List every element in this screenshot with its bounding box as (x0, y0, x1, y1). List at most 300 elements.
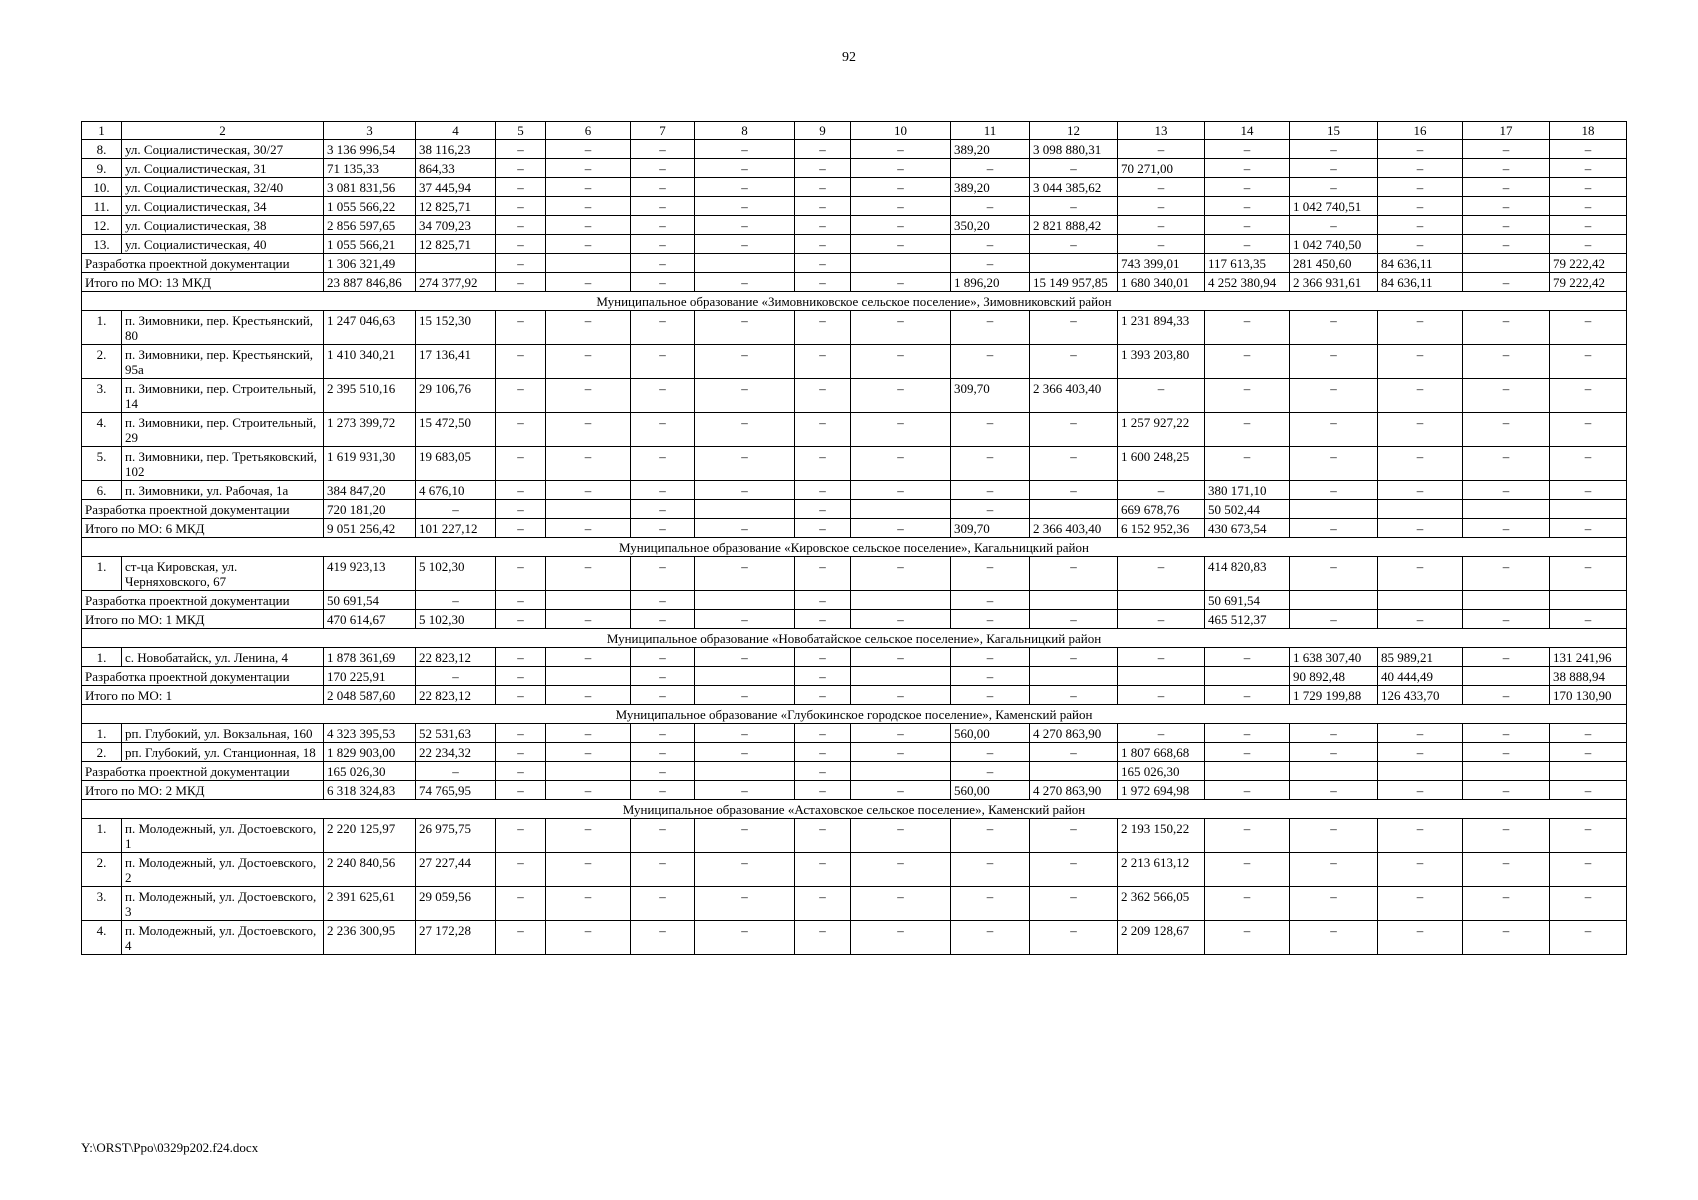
value-cell: – (496, 762, 546, 781)
value-cell: 90 892,48 (1290, 667, 1378, 686)
value-cell: – (416, 667, 496, 686)
value-cell: – (1463, 311, 1550, 345)
value-cell (851, 762, 951, 781)
row-number: 4. (82, 413, 122, 447)
value-cell: 85 989,21 (1378, 648, 1463, 667)
table-header-row (82, 122, 1627, 140)
column-number: 8 (695, 122, 795, 140)
row-label: Итого по МО: 6 МКД (82, 519, 324, 538)
value-cell: 2 856 597,65 (324, 216, 416, 235)
table-row (82, 557, 1627, 591)
column-number: 17 (1463, 122, 1550, 140)
value-cell (1030, 591, 1118, 610)
value-cell: 1 410 340,21 (324, 345, 416, 379)
value-cell: – (695, 887, 795, 921)
address-cell: рп. Глубокий, ул. Станционная, 18 (122, 743, 324, 762)
value-cell: – (951, 557, 1030, 591)
value-cell: – (1550, 921, 1627, 955)
value-cell: – (851, 610, 951, 629)
value-cell: – (1205, 413, 1290, 447)
section-title: Муниципальное образование «Новобатайское сельское поселение», Кагальницкий район (82, 629, 1627, 648)
value-cell: – (695, 519, 795, 538)
value-cell (851, 500, 951, 519)
value-cell: – (496, 345, 546, 379)
value-cell: – (496, 197, 546, 216)
value-cell: – (795, 481, 851, 500)
value-cell: – (951, 887, 1030, 921)
value-cell: – (1030, 921, 1118, 955)
section-title: Муниципальное образование «Астаховское сельское поселение», Каменский район (82, 800, 1627, 819)
row-number: 1. (82, 557, 122, 591)
value-cell: – (1205, 159, 1290, 178)
column-number: 7 (631, 122, 695, 140)
value-cell: – (1290, 413, 1378, 447)
value-cell: 34 709,23 (416, 216, 496, 235)
value-cell: – (695, 273, 795, 292)
value-cell: – (1205, 686, 1290, 705)
value-cell: – (1463, 447, 1550, 481)
row-number: 12. (82, 216, 122, 235)
value-cell (1550, 500, 1627, 519)
value-cell: – (1463, 743, 1550, 762)
value-cell: – (496, 591, 546, 610)
value-cell: 50 691,54 (324, 591, 416, 610)
value-cell: 1 807 668,68 (1118, 743, 1205, 762)
value-cell: – (1030, 610, 1118, 629)
value-cell: – (1550, 853, 1627, 887)
value-cell: – (1030, 197, 1118, 216)
value-cell: – (496, 519, 546, 538)
value-cell: – (795, 345, 851, 379)
address-cell: ул. Социалистическая, 31 (122, 159, 324, 178)
value-cell: – (1205, 140, 1290, 159)
value-cell: – (1290, 216, 1378, 235)
summary-row (82, 667, 1627, 686)
row-number: 2. (82, 853, 122, 887)
value-cell: – (631, 413, 695, 447)
value-cell: – (496, 887, 546, 921)
value-cell: – (631, 447, 695, 481)
value-cell: – (1030, 311, 1118, 345)
value-cell: 560,00 (951, 781, 1030, 800)
value-cell: – (546, 140, 631, 159)
value-cell: – (1378, 345, 1463, 379)
value-cell: – (1550, 447, 1627, 481)
column-number: 3 (324, 122, 416, 140)
value-cell (1030, 667, 1118, 686)
value-cell: – (695, 379, 795, 413)
table-body (82, 122, 1627, 955)
value-cell: 414 820,83 (1205, 557, 1290, 591)
value-cell: – (851, 853, 951, 887)
value-cell: – (695, 216, 795, 235)
value-cell: – (851, 379, 951, 413)
section-header-row (82, 800, 1627, 819)
value-cell (695, 667, 795, 686)
value-cell (1463, 591, 1550, 610)
table-row (82, 648, 1627, 667)
table-row (82, 447, 1627, 481)
value-cell: 19 683,05 (416, 447, 496, 481)
value-cell: – (546, 197, 631, 216)
table-row (82, 140, 1627, 159)
page-number: 92 (842, 50, 856, 65)
value-cell: – (631, 819, 695, 853)
value-cell: – (695, 743, 795, 762)
value-cell: – (1463, 519, 1550, 538)
table-row (82, 311, 1627, 345)
value-cell: – (1205, 887, 1290, 921)
value-cell: – (1463, 686, 1550, 705)
value-cell: – (631, 610, 695, 629)
table-row (82, 743, 1627, 762)
value-cell: – (546, 819, 631, 853)
value-cell: – (1290, 853, 1378, 887)
table-row (82, 235, 1627, 254)
value-cell: 1 878 361,69 (324, 648, 416, 667)
value-cell: 15 152,30 (416, 311, 496, 345)
address-cell: п. Зимовники, пер. Строительный, 14 (122, 379, 324, 413)
value-cell: – (1290, 781, 1378, 800)
value-cell: – (631, 921, 695, 955)
summary-row (82, 762, 1627, 781)
value-cell: 2 048 587,60 (324, 686, 416, 705)
value-cell: – (546, 159, 631, 178)
value-cell: 1 680 340,01 (1118, 273, 1205, 292)
value-cell: 9 051 256,42 (324, 519, 416, 538)
value-cell: 26 975,75 (416, 819, 496, 853)
value-cell (695, 254, 795, 273)
value-cell: – (1463, 557, 1550, 591)
value-cell: 389,20 (951, 140, 1030, 159)
value-cell: – (496, 781, 546, 800)
value-cell: – (1290, 887, 1378, 921)
value-cell: 2 213 613,12 (1118, 853, 1205, 887)
value-cell: – (1030, 413, 1118, 447)
address-cell: ул. Социалистическая, 34 (122, 197, 324, 216)
value-cell: 50 691,54 (1205, 591, 1290, 610)
value-cell: 2 362 566,05 (1118, 887, 1205, 921)
value-cell: – (1290, 921, 1378, 955)
value-cell: – (1463, 413, 1550, 447)
value-cell: 1 306 321,49 (324, 254, 416, 273)
value-cell: – (496, 273, 546, 292)
value-cell: 79 222,42 (1550, 273, 1627, 292)
value-cell: – (1118, 648, 1205, 667)
value-cell: – (1463, 724, 1550, 743)
value-cell: – (795, 686, 851, 705)
value-cell: – (496, 819, 546, 853)
column-number: 2 (122, 122, 324, 140)
value-cell: – (1030, 743, 1118, 762)
value-cell: – (695, 345, 795, 379)
value-cell: – (416, 762, 496, 781)
value-cell: 84 636,11 (1378, 273, 1463, 292)
value-cell: – (496, 311, 546, 345)
value-cell: – (1290, 345, 1378, 379)
value-cell: – (1463, 178, 1550, 197)
value-cell: – (951, 254, 1030, 273)
value-cell: – (695, 724, 795, 743)
value-cell: 3 081 831,56 (324, 178, 416, 197)
value-cell: – (1550, 216, 1627, 235)
value-cell: – (795, 591, 851, 610)
value-cell: – (1030, 235, 1118, 254)
value-cell: – (851, 686, 951, 705)
value-cell: 23 887 846,86 (324, 273, 416, 292)
value-cell: 419 923,13 (324, 557, 416, 591)
value-cell: – (1463, 140, 1550, 159)
value-cell: – (1378, 311, 1463, 345)
value-cell: – (496, 667, 546, 686)
value-cell: – (851, 273, 951, 292)
row-number: 1. (82, 311, 122, 345)
value-cell: 131 241,96 (1550, 648, 1627, 667)
value-cell: – (416, 591, 496, 610)
value-cell: 274 377,92 (416, 273, 496, 292)
value-cell: – (851, 311, 951, 345)
value-cell: 3 044 385,62 (1030, 178, 1118, 197)
value-cell: – (1290, 447, 1378, 481)
value-cell: – (695, 819, 795, 853)
value-cell: – (695, 311, 795, 345)
value-cell: 38 888,94 (1550, 667, 1627, 686)
value-cell: 117 613,35 (1205, 254, 1290, 273)
value-cell: 3 136 996,54 (324, 140, 416, 159)
value-cell: 2 220 125,97 (324, 819, 416, 853)
value-cell: – (1378, 853, 1463, 887)
value-cell: 1 729 199,88 (1290, 686, 1378, 705)
row-label: Итого по МО: 1 (82, 686, 324, 705)
value-cell: – (1378, 557, 1463, 591)
table-row (82, 159, 1627, 178)
value-cell: – (795, 781, 851, 800)
value-cell: 1 042 740,50 (1290, 235, 1378, 254)
address-cell: п. Зимовники, пер. Строительный, 29 (122, 413, 324, 447)
address-cell: п. Молодежный, ул. Достоевского, 1 (122, 819, 324, 853)
row-number: 3. (82, 379, 122, 413)
value-cell (1463, 667, 1550, 686)
value-cell: – (951, 235, 1030, 254)
table-row (82, 413, 1627, 447)
value-cell: 1 257 927,22 (1118, 413, 1205, 447)
value-cell: 170 225,91 (324, 667, 416, 686)
value-cell (546, 500, 631, 519)
value-cell: – (851, 887, 951, 921)
value-cell: – (795, 254, 851, 273)
value-cell: – (1290, 311, 1378, 345)
value-cell: 2 209 128,67 (1118, 921, 1205, 955)
value-cell: – (631, 379, 695, 413)
value-cell: – (1118, 557, 1205, 591)
row-label: Итого по МО: 1 МКД (82, 610, 324, 629)
value-cell: – (416, 500, 496, 519)
value-cell: – (546, 648, 631, 667)
value-cell: 6 318 324,83 (324, 781, 416, 800)
value-cell: – (546, 379, 631, 413)
summary-row (82, 610, 1627, 629)
value-cell: – (1205, 921, 1290, 955)
value-cell: – (851, 140, 951, 159)
value-cell: 170 130,90 (1550, 686, 1627, 705)
value-cell: 1 619 931,30 (324, 447, 416, 481)
value-cell: – (496, 743, 546, 762)
value-cell: 50 502,44 (1205, 500, 1290, 519)
value-cell: – (795, 648, 851, 667)
table-row (82, 379, 1627, 413)
value-cell: – (951, 159, 1030, 178)
value-cell (1463, 500, 1550, 519)
value-cell: – (795, 762, 851, 781)
value-cell (546, 667, 631, 686)
table-row (82, 724, 1627, 743)
table-row (82, 216, 1627, 235)
table-row (82, 887, 1627, 921)
value-cell: – (631, 311, 695, 345)
value-cell: – (795, 887, 851, 921)
value-cell: – (795, 159, 851, 178)
value-cell: – (795, 519, 851, 538)
value-cell: – (795, 819, 851, 853)
value-cell: – (1550, 197, 1627, 216)
value-cell: – (1290, 743, 1378, 762)
value-cell: 2 193 150,22 (1118, 819, 1205, 853)
value-cell (1463, 254, 1550, 273)
footer-file-path: Y:\ORST\Ppo\0329p202.f24.docx (81, 1140, 259, 1155)
address-cell: п. Зимовники, пер. Третьяковский, 102 (122, 447, 324, 481)
value-cell: – (695, 178, 795, 197)
summary-row (82, 273, 1627, 292)
value-cell: – (1463, 345, 1550, 379)
value-cell: – (1205, 781, 1290, 800)
value-cell: – (631, 743, 695, 762)
value-cell (1463, 762, 1550, 781)
value-cell: – (496, 216, 546, 235)
value-cell (1550, 762, 1627, 781)
column-number: 13 (1118, 122, 1205, 140)
value-cell: 669 678,76 (1118, 500, 1205, 519)
column-number: 14 (1205, 122, 1290, 140)
value-cell (546, 254, 631, 273)
value-cell: – (951, 921, 1030, 955)
value-cell: – (1550, 887, 1627, 921)
row-number: 9. (82, 159, 122, 178)
value-cell: – (631, 853, 695, 887)
value-cell: – (1463, 216, 1550, 235)
value-cell: 27 227,44 (416, 853, 496, 887)
value-cell: – (631, 781, 695, 800)
value-cell (851, 667, 951, 686)
value-cell: – (1030, 686, 1118, 705)
value-cell: – (951, 311, 1030, 345)
value-cell: – (1550, 519, 1627, 538)
value-cell: – (631, 254, 695, 273)
value-cell: 84 636,11 (1378, 254, 1463, 273)
value-cell: – (496, 500, 546, 519)
value-cell: – (1550, 178, 1627, 197)
value-cell: – (1118, 724, 1205, 743)
value-cell: – (1463, 273, 1550, 292)
value-cell: – (951, 743, 1030, 762)
value-cell: – (1205, 345, 1290, 379)
row-number: 5. (82, 447, 122, 481)
value-cell: – (851, 921, 951, 955)
value-cell (1205, 762, 1290, 781)
value-cell: – (1205, 819, 1290, 853)
value-cell: – (695, 921, 795, 955)
value-cell: 281 450,60 (1290, 254, 1378, 273)
summary-row (82, 686, 1627, 705)
value-cell: – (795, 743, 851, 762)
value-cell (1205, 667, 1290, 686)
value-cell: – (795, 197, 851, 216)
value-cell: 1 972 694,98 (1118, 781, 1205, 800)
value-cell: – (1550, 724, 1627, 743)
value-cell: – (1030, 819, 1118, 853)
value-cell: – (851, 159, 951, 178)
value-cell: – (1030, 159, 1118, 178)
value-cell: – (546, 921, 631, 955)
table-row (82, 197, 1627, 216)
column-number: 16 (1378, 122, 1463, 140)
value-cell: 126 433,70 (1378, 686, 1463, 705)
value-cell: 15 149 957,85 (1030, 273, 1118, 292)
value-cell: – (1463, 819, 1550, 853)
value-cell: 4 270 863,90 (1030, 724, 1118, 743)
value-cell (695, 591, 795, 610)
value-cell: – (631, 345, 695, 379)
value-cell: – (851, 235, 951, 254)
value-cell: – (1205, 853, 1290, 887)
value-cell: 2 366 931,61 (1290, 273, 1378, 292)
value-cell: – (546, 557, 631, 591)
value-cell: – (1290, 140, 1378, 159)
value-cell: – (951, 500, 1030, 519)
value-cell (1030, 762, 1118, 781)
value-cell: – (631, 667, 695, 686)
value-cell: – (496, 921, 546, 955)
value-cell: – (1378, 140, 1463, 159)
value-cell: – (631, 216, 695, 235)
summary-row (82, 519, 1627, 538)
value-cell: – (1550, 345, 1627, 379)
value-cell: 864,33 (416, 159, 496, 178)
value-cell: – (1463, 159, 1550, 178)
value-cell: – (546, 781, 631, 800)
value-cell: – (1550, 140, 1627, 159)
value-cell: – (546, 216, 631, 235)
value-cell: – (546, 413, 631, 447)
value-cell: – (1205, 216, 1290, 235)
row-number: 11. (82, 197, 122, 216)
value-cell: – (496, 724, 546, 743)
value-cell: – (951, 762, 1030, 781)
value-cell (1290, 500, 1378, 519)
value-cell: – (546, 686, 631, 705)
value-cell: – (795, 413, 851, 447)
value-cell: 29 106,76 (416, 379, 496, 413)
row-number: 4. (82, 921, 122, 955)
address-cell: п. Молодежный, ул. Достоевского, 3 (122, 887, 324, 921)
section-title: Муниципальное образование «Зимовниковское сельское поселение», Зимовниковский район (82, 292, 1627, 311)
value-cell: – (1205, 235, 1290, 254)
value-cell: – (951, 686, 1030, 705)
value-cell: 1 273 399,72 (324, 413, 416, 447)
value-cell: – (1205, 178, 1290, 197)
address-cell: ул. Социалистическая, 32/40 (122, 178, 324, 197)
value-cell: 74 765,95 (416, 781, 496, 800)
value-cell: – (631, 519, 695, 538)
